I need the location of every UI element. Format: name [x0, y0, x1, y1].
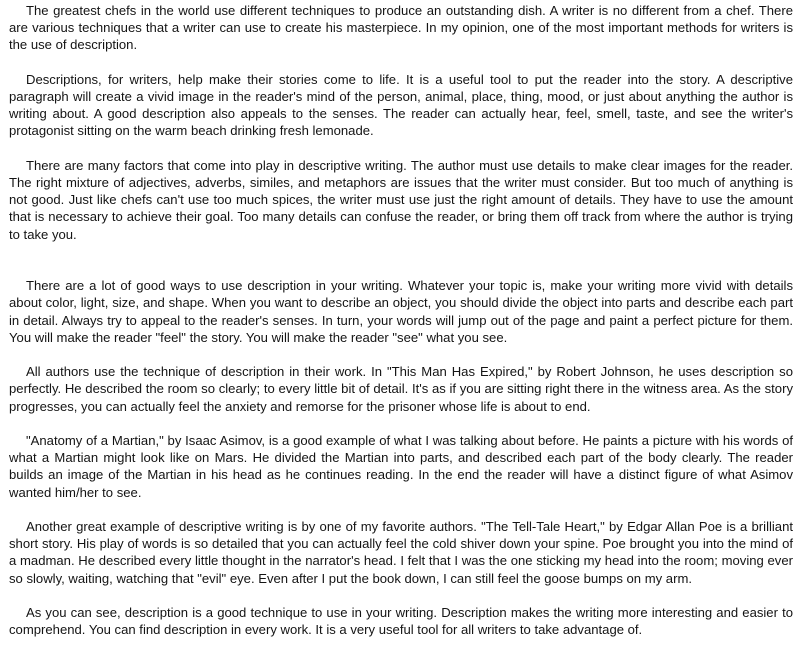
paragraph-conclusion: As you can see, description is a good technique to use in your writing. Description makes the writing more interesting and easier to comprehend. You can find description in every work. It is a very useful tool for all writers to take advantage of. — [9, 605, 793, 638]
paragraph-descriptions: Descriptions, for writers, help make their stories come to life. It is a useful tool to put the reader into the story. A descriptive paragraph will create a vivid image in the reader's mind of the person, animal, place, thing, mood, or just about anything the author is writing about. A good description also appeals to the senses. The reader can actually hear, feel, smell, taste, and see the writer's protagonist sitting on the warm beach drinking fresh lemonade. — [9, 71, 793, 139]
paragraph-johnson: All authors use the technique of description in their work. In "This Man Has Expired," by Robert Johnson, he uses description so perfectly. He described the room so clearly; to every little bit of detail. It's as if you are sitting right there in the witness area. As the story progresses, you can actually feel the anxiety and remorse for the prisoner whose life is about to end. — [9, 364, 793, 414]
paragraph-asimov: "Anatomy of a Martian," by Isaac Asimov, is a good example of what I was talking about before. He paints a picture with his words of what a Martian might look like on Mars. He divided the Martian into parts, and described each part of the body clearly. The reader builds an image of the Martian in his head as he continues reading. In the end the reader will have a distinct figure of what Asimov wanted him/her to see. — [9, 433, 793, 500]
paragraph-poe: Another great example of descriptive writing is by one of my favorite authors. "The Tell-Tale Heart," by Edgar Allan Poe is a brilliant short story. His play of words is so detailed that you can actually feel the cold shiver down your spine. Poe brought you into the mind of a madman. He described every little thought in the narrator's head. I felt that I was the one sticking my head into the room; moving ever so slowly, waiting, watching that "evil" eye. Even after I put the book down, I can still feel the goose bumps on my arm. — [9, 519, 793, 586]
paragraph-factors: There are many factors that come into play in descriptive writing. The author must use details to make clear images for the reader. The right mixture of adjectives, adverbs, similes, and metaphors are issues that the writer must consider. But too much of anything is not good. Just like chefs can't use too much spices, the writer must use just the right amount of details. They have to use the amount that is necessary to achieve their goal. Too many details can confuse the reader, or bring them off track from where the author is trying to take you. — [9, 157, 793, 242]
paragraph-ways: There are a lot of good ways to use description in your writing. Whatever your topic is, make your writing more vivid with details about color, light, size, and shape. When you want to describe an object, you should divide the object into parts and describe each part in detail. Always try to appeal to the reader's senses. In turn, your words will jump out of the page and paint a perfect picture for them. You will make the reader "feel" the story. You will make the reader "see" what you see. — [9, 278, 793, 345]
essay-document — [9, 2, 793, 638]
paragraph-intro: The greatest chefs in the world use different techniques to produce an outstanding dish. A writer is no different from a chef. There are various techniques that a writer can use to create his masterpiece. In my opinion, one of the most important methods for writers is the use of description. — [9, 3, 793, 53]
paragraph-gap — [9, 501, 793, 518]
paragraph-gap — [9, 587, 793, 604]
paragraph-gap — [9, 346, 793, 363]
paragraph-gap — [9, 415, 793, 432]
paragraph-gap — [9, 140, 793, 157]
paragraph-gap-double — [9, 243, 793, 277]
paragraph-gap — [9, 54, 793, 71]
